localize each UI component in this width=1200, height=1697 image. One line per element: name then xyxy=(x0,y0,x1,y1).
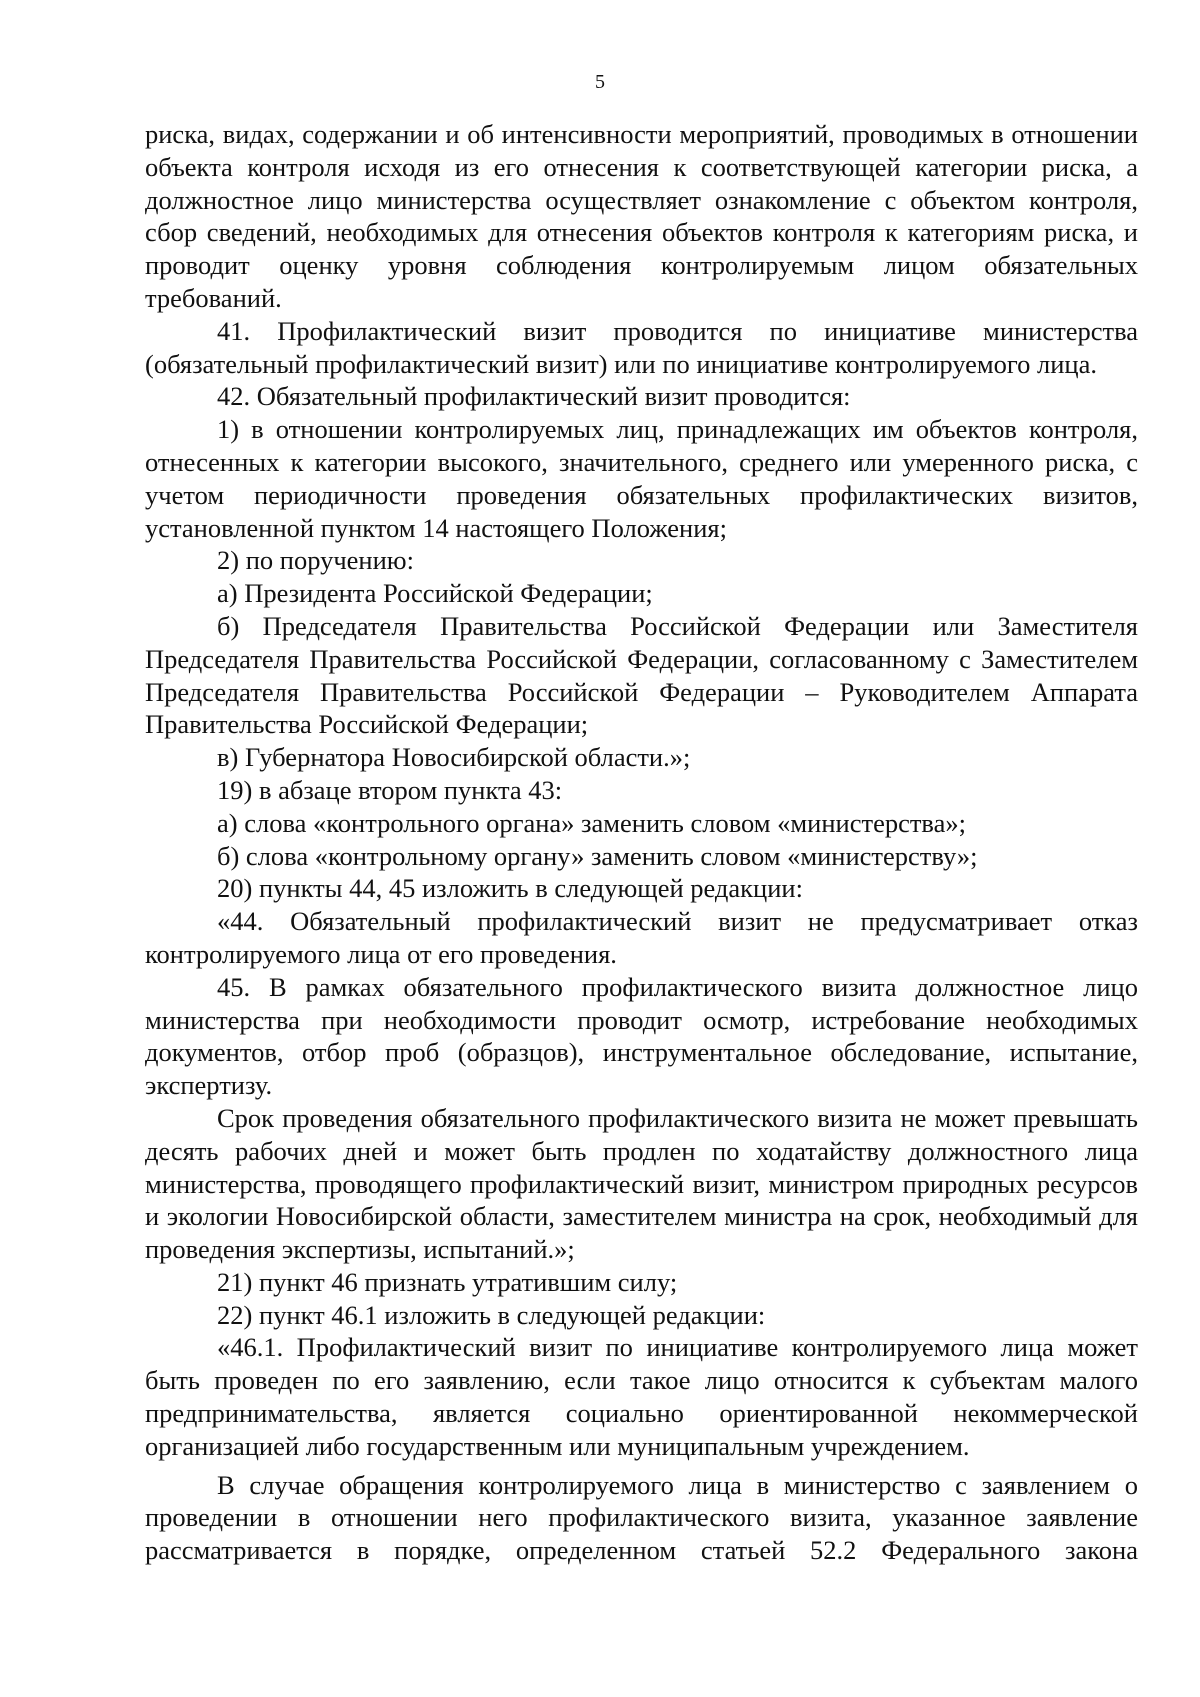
paragraph-item-41: 41. Профилактический визит проводится по инициативе министерства (обязательный профилактический визит) или по инициативе контролируемого лица. xyxy=(145,315,1138,379)
paragraph-amendment-19: 19) в абзаце втором пункта 43: xyxy=(217,774,563,805)
paragraph-item-45-term: Срок проведения обязательного профилактического визита не может превышать десять рабочих дней и может быть продлен по ходатайству должностного лица министерства, проводящего профилактический визит, министром природных ресурсов и экологии Новосибирской области, заместителем министра на срок, необходимый для проведения экспертизы, испытаний.»; xyxy=(145,1102,1138,1265)
paragraph-amendment-21: 21) пункт 46 признать утратившим силу; xyxy=(217,1266,678,1297)
paragraph-subitem-a: а) Президента Российской Федерации; xyxy=(217,578,653,609)
paragraph-subitem-v: в) Губернатора Новосибирской области.»; xyxy=(217,742,691,773)
paragraph-amendment-19b: б) слова «контрольному органу» заменить словом «министерству»; xyxy=(217,840,978,871)
page-number: 5 xyxy=(595,71,605,93)
paragraph-item-46-1-application: В случае обращения контролируемого лица в министерство с заявлением о проведении в отношении него профилактического визита, указанное заявление рассматривается в порядке, определенном статьей 52.2 Федерального закона xyxy=(145,1469,1138,1566)
paragraph-amendment-22: 22) пункт 46.1 изложить в следующей редакции: xyxy=(217,1299,766,1330)
paragraph-continuation: риска, видах, содержании и об интенсивности мероприятий, проводимых в отношении объекта контроля исходя из его отнесения к соответствующей категории риска, а должностное лицо министерства осуществляет ознакомление с объектом контроля, сбор сведений, необходимых для отнесения объектов контроля к категориям риска, и проводит оценку уровня соблюдения контролируемым лицом обязательных требований. xyxy=(145,119,1138,313)
paragraph-item-46-1: «46.1. Профилактический визит по инициативе контролируемого лица может быть проведен по его заявлению, если такое лицо относится к субъектам малого предпринимательства, является социально ориентированной некоммерческой организацией либо государственным или муниципальным учреждением. xyxy=(145,1332,1138,1461)
document-text xyxy=(145,118,1138,1567)
paragraph-subitem-1: 1) в отношении контролируемых лиц, принадлежащих им объектов контроля, отнесенных к категории высокого, значительного, среднего или умеренного риска, с учетом периодичности проведения обязательных профилактических визитов, установленной пунктом 14 настоящего Положения; xyxy=(145,414,1138,543)
paragraph-subitem-b: б) Председателя Правительства Российской Федерации или Заместителя Председателя Правительства Российской Федерации, согласованному с Заместителем Председателя Правительства Российской Федерации – Руководителем Аппарата Правительства Российской Федерации; xyxy=(145,610,1138,740)
paragraph-item-42: 42. Обязательный профилактический визит проводится: xyxy=(217,381,851,412)
paragraph-amendment-20: 20) пункты 44, 45 изложить в следующей редакции: xyxy=(217,873,803,904)
paragraph-item-45: 45. В рамках обязательного профилактического визита должностное лицо министерства при необходимости проводит осмотр, истребование необходимых документов, отбор проб (образцов), инструментальное обследование, испытание, экспертизу. xyxy=(145,971,1138,1101)
paragraph-item-44: «44. Обязательный профилактический визит не предусматривает отказ контролируемого лица от его проведения. xyxy=(145,906,1138,969)
paragraph-amendment-19a: а) слова «контрольного органа» заменить словом «министерства»; xyxy=(217,807,966,838)
paragraph-subitem-2: 2) по поручению: xyxy=(217,545,414,576)
